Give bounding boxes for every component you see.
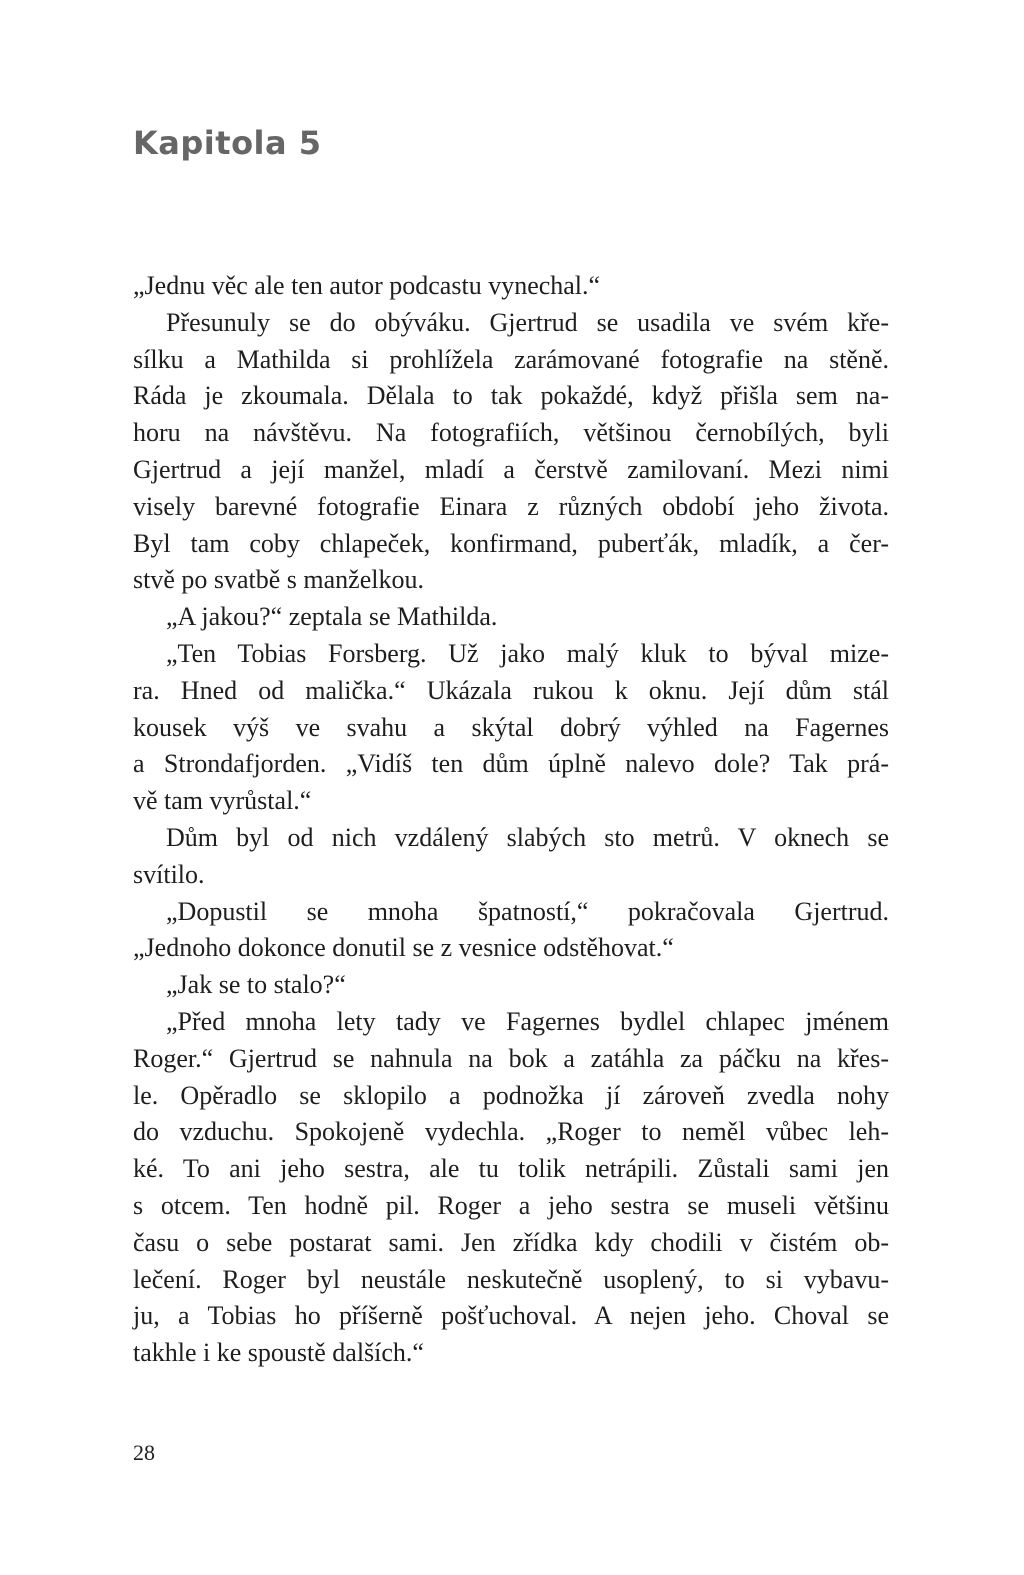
text-line: sílku a Mathilda si prohlížela zarámované fotografie na stěně. <box>133 344 889 374</box>
text-line: kousek výš ve svahu a skýtal dobrý výhled na Fagernes <box>133 712 889 742</box>
text-line: „Ten Tobias Forsberg. Už jako malý kluk to býval mize- <box>166 638 889 668</box>
text-line: vě tam vyrůstal.“ <box>133 786 312 816</box>
chapter-title: Kapitola 5 <box>133 124 322 162</box>
text-line: „A jakou?“ zeptala se Mathilda. <box>166 602 498 632</box>
text-line: ra. Hned od malička.“ Ukázala rukou k oknu. Její dům stál <box>133 675 889 705</box>
text-line: ju, a Tobias ho příšerně pošťuchoval. A nejen jeho. Choval se <box>133 1301 889 1331</box>
paragraph <box>133 1004 889 1372</box>
paragraph <box>133 820 889 894</box>
text-line: visely barevné fotografie Einara z různých období jeho života. <box>133 491 889 521</box>
text-line: lečení. Roger byl neustále neskutečně usoplený, to si vybavu- <box>133 1264 889 1294</box>
text-line: a Strondafjorden. „Vidíš ten dům úplně nalevo dole? Tak prá- <box>133 749 889 779</box>
text-line: takhle i ke spoustě dalších.“ <box>133 1338 424 1368</box>
text-line: Gjertrud a její manžel, mladí a čerstvě zamilovaní. Mezi nimi <box>133 454 889 484</box>
text-line: „Před mnoha lety tady ve Fagernes bydlel chlapec jménem <box>166 1006 889 1036</box>
text-line: Dům byl od nich vzdálený slabých sto metrů. V oknech se <box>166 822 889 852</box>
text-line: času o sebe postarat sami. Jen zřídka kdy chodili v čistém ob- <box>133 1227 889 1257</box>
text-line: do vzduchu. Spokojeně vydechla. „Roger to neměl vůbec leh- <box>133 1117 889 1147</box>
text-line: stvě po svatbě s manželkou. <box>133 565 424 595</box>
paragraph <box>133 599 889 636</box>
text-line: le. Opěradlo se sklopilo a podnožka jí zároveň zvedla nohy <box>133 1080 889 1110</box>
text-line: horu na návštěvu. Na fotografiích, většinou černobílých, byli <box>133 418 889 448</box>
text-line: svítilo. <box>133 859 205 889</box>
text-line: ké. To ani jeho sestra, ale tu tolik netrápili. Zůstali sami jen <box>133 1154 889 1184</box>
paragraph <box>133 305 889 599</box>
text-line: „Jednu věc ale ten autor podcastu vynechal.“ <box>133 271 601 300</box>
text-line: „Dopustil se mnoha špatností,“ pokračovala Gjertrud. <box>166 896 889 926</box>
body-text <box>133 268 889 1372</box>
text-line: Ráda je zkoumala. Dělala to tak pokaždé, když přišla sem na- <box>133 381 889 411</box>
paragraph <box>133 268 889 305</box>
paragraph <box>133 636 889 820</box>
text-line: Byl tam coby chlapeček, konfirmand, puberťák, mladík, a čer- <box>133 528 889 558</box>
text-line: s otcem. Ten hodně pil. Roger a jeho sestra se museli většinu <box>133 1190 889 1220</box>
paragraph <box>133 967 889 1004</box>
paragraph <box>133 894 889 968</box>
text-line: Roger.“ Gjertrud se nahnula na bok a zatáhla za páčku na křes- <box>133 1043 889 1073</box>
text-line: Přesunuly se do obýváku. Gjertrud se usadila ve svém kře- <box>166 307 889 337</box>
text-line: „Jednoho dokonce donutil se z vesnice odstěhovat.“ <box>133 933 674 963</box>
text-line: „Jak se to stalo?“ <box>166 970 346 1000</box>
page-number: 28 <box>133 1440 155 1465</box>
